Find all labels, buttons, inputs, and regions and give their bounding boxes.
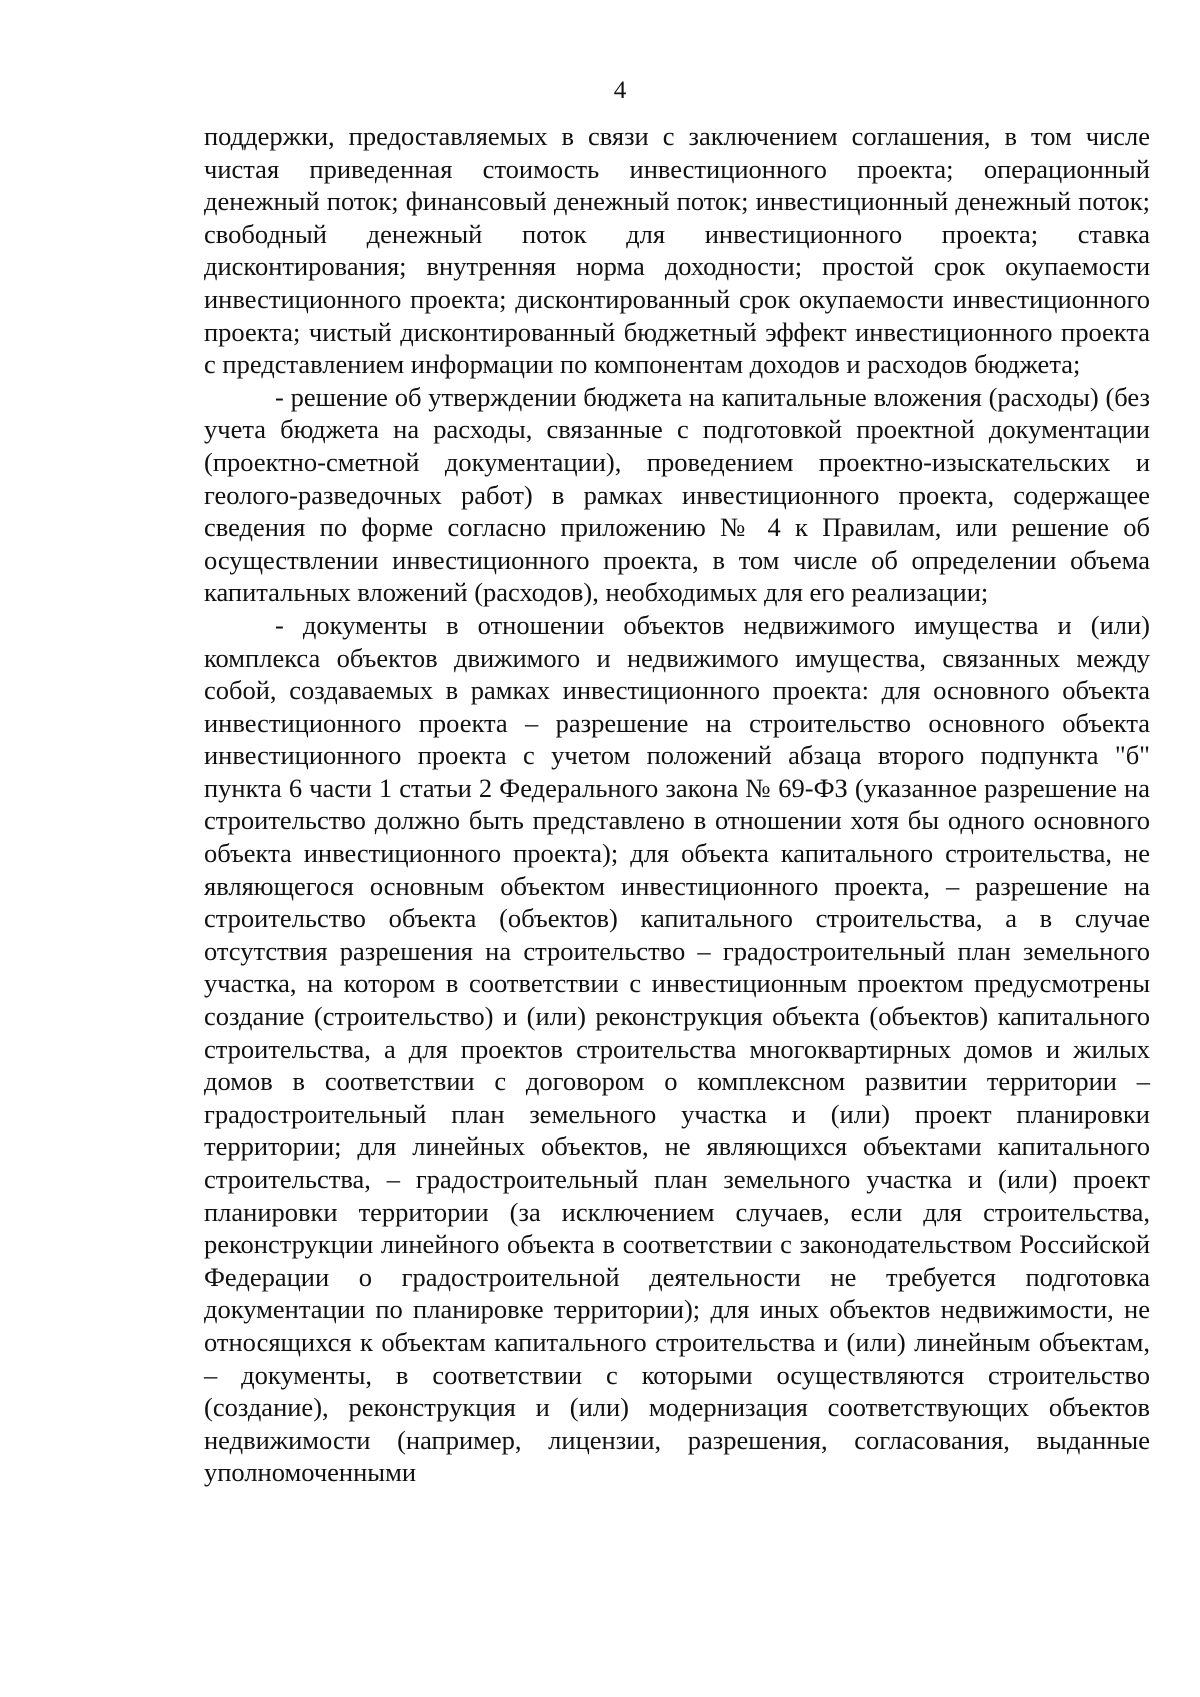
body-text	[204, 120, 1150, 1489]
paragraph-financial-indicators: поддержки, предоставляемых в связи с заключением соглашения, в том числе чистая приведенная стоимость инвестиционного проекта; операционный денежный поток; финансовый денежный поток; инвестиционный денежный поток; свободный денежный поток для инвестиционного проекта; ставка дисконтирования; внутренняя норма доходности; простой срок окупаемости инвестиционного проекта; дисконтированный срок окупаемости инвестиционного проекта; чистый дисконтированный бюджетный эффект инвестиционного проекта с представлением информации по компонентам доходов и расходов бюджета;	[204, 121, 1150, 380]
paragraph-property-documents: - документы в отношении объектов недвижимого имущества и (или) комплекса объектов движимого и недвижимого имущества, связанных между собой, создаваемых в рамках инвестиционного проекта: для основного объекта инвестиционного проекта – разрешение на строительство основного объекта инвестиционного проекта с учетом положений абзаца второго подпункта "б" пункта 6 части 1 статьи 2 Федерального закона № 69-ФЗ (указанное разрешение на строительство должно быть представлено в отношении хотя бы одного основного объекта инвестиционного проекта); для объекта капитального строительства, не являющегося основным объектом инвестиционного проекта, – разрешение на строительство объекта (объектов) капитального строительства, а в случае отсутствия разрешения на строительство – градостроительный план земельного участка, на котором в соответствии с инвестиционным проектом предусмотрены создание (строительство) и (или) реконструкция объекта (объектов) капитального строительства, а для проектов строительства многоквартирных домов и жилых домов в соответствии с договором о комплексном развитии территории – градостроительный план земельного участка и (или) проект планировки территории; для линейных объектов, не являющихся объектами капитального строительства, – градостроительный план земельного участка и (или) проект планировки территории (за исключением случаев, если для строительства, реконструкции линейного объекта в соответствии с законодательством Российской Федерации о градостроительной деятельности не требуется подготовка документации по планировке территории); для иных объектов недвижимости, не относящихся к объектам капитального строительства и (или) линейным объектам, – документы, в соответствии с которыми осуществляются строительство (создание), реконструкция и (или) модернизация соответствующих объектов недвижимости (например, лицензии, разрешения, согласования, выданные уполномоченными	[204, 609, 1150, 1488]
page-number: 4	[613, 77, 627, 104]
paragraph-budget-decision: - решение об утверждении бюджета на капитальные вложения (расходы) (без учета бюджета на расходы, связанные с подготовкой проектной документации (проектно-сметной документации), проведением проектно-изыскательских и геолого-разведочных работ) в рамках инвестиционного проекта, содержащее сведения по форме согласно приложению № 4 к Правилам, или решение об осуществлении инвестиционного проекта, в том числе об определении объема капитальных вложений (расходов), необходимых для его реализации;	[204, 381, 1150, 608]
